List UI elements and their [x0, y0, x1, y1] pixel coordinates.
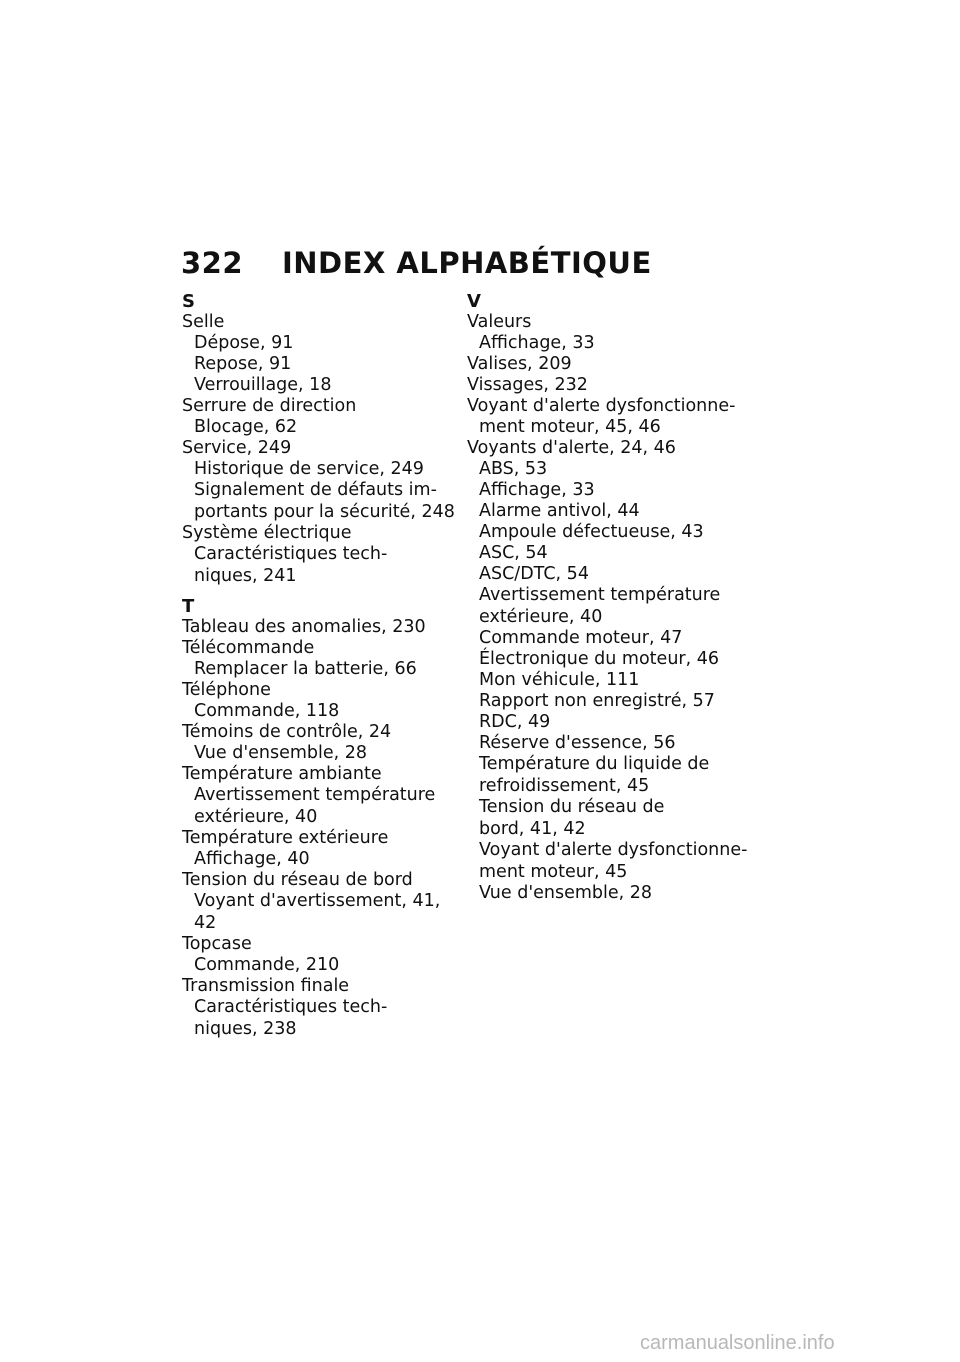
- index-subentry: [182, 354, 472, 375]
- subentry-line: 42: [194, 913, 217, 933]
- subentry-line: Affichage, 33: [479, 333, 595, 353]
- subentry-line: portants pour la sécurité, 248: [194, 502, 455, 522]
- index-subentry: [182, 375, 472, 396]
- subentry-line: ment moteur, 45: [479, 862, 628, 882]
- subentry-line: ASC/DTC, 54: [479, 564, 589, 584]
- subentry-line: Verrouillage, 18: [194, 375, 332, 395]
- page-title: INDEX ALPHABÉTIQUE: [282, 246, 652, 280]
- index-subentry: [182, 333, 472, 354]
- index-subentry: [467, 333, 757, 354]
- subentry-line: Blocage, 62: [194, 417, 298, 437]
- index-subentry: [467, 522, 757, 543]
- index-entry: Température extérieure: [182, 828, 389, 848]
- index-entry: Vissages, 232: [467, 375, 588, 395]
- index-subentry: [467, 585, 757, 628]
- subentry-line: Commande, 118: [194, 701, 340, 721]
- index-subentry: [467, 480, 757, 501]
- subentry-line: Avertissement température: [194, 785, 436, 805]
- index-entry: Tableau des anomalies, 230: [182, 617, 426, 637]
- subentry-line: ment moteur, 45, 46: [479, 417, 661, 437]
- subentry-line: Commande, 210: [194, 955, 340, 975]
- index-entry: Télécommande: [182, 638, 315, 658]
- section-letter: S: [182, 291, 195, 312]
- index-entry: Tension du réseau de bord: [182, 870, 413, 890]
- index-subentry: [467, 840, 757, 883]
- subentry-line: Voyant d'alerte dysfonctionne-: [479, 840, 748, 860]
- subentry-line: Vue d'ensemble, 28: [479, 883, 653, 903]
- subentry-line: Vue d'ensemble, 28: [194, 743, 368, 763]
- index-subentry: [467, 543, 757, 564]
- index-entry: Téléphone: [182, 680, 271, 700]
- subentry-line: RDC, 49: [479, 712, 551, 732]
- subentry-line: Alarme antivol, 44: [479, 501, 640, 521]
- index-entry: Température ambiante: [182, 764, 382, 784]
- index-subentry: [467, 691, 757, 712]
- index-subentry: [467, 501, 757, 522]
- subentry-line: Rapport non enregistré, 57: [479, 691, 715, 711]
- index-subentry: [182, 955, 472, 976]
- subentry-line: ABS, 53: [479, 459, 548, 479]
- watermark: carmanualsonline.info: [640, 1332, 835, 1354]
- subentry-line: Dépose, 91: [194, 333, 294, 353]
- index-subentry: [467, 459, 757, 480]
- subentry-line: Caractéristiques tech-: [194, 544, 388, 564]
- subentry-line: extérieure, 40: [479, 607, 603, 627]
- index-subentry: [182, 480, 472, 523]
- subentry-line: Remplacer la batterie, 66: [194, 659, 417, 679]
- index-subentry: [182, 701, 472, 722]
- index-section: [182, 597, 472, 1040]
- subentry-line: Réserve d'essence, 56: [479, 733, 676, 753]
- index-column-right: [467, 292, 757, 904]
- subentry-line: niques, 238: [194, 1019, 297, 1039]
- subentry-line: Mon véhicule, 111: [479, 670, 640, 690]
- index-subentry: [182, 891, 472, 934]
- section-letter: T: [182, 596, 195, 617]
- subentry-line: Repose, 91: [194, 354, 292, 374]
- index-column-left: [182, 292, 472, 1040]
- subentry-line: Électronique du moteur, 46: [479, 649, 719, 669]
- subentry-line: Affichage, 40: [194, 849, 310, 869]
- subentry-line: Avertissement température: [479, 585, 721, 605]
- index-subentry: [467, 564, 757, 585]
- subentry-line: Signalement de défauts im-: [194, 480, 437, 500]
- index-subentry: [182, 785, 472, 828]
- subentry-line: Ampoule défectueuse, 43: [479, 522, 704, 542]
- index-entry: Témoins de contrôle, 24: [182, 722, 392, 742]
- subentry-line: refroidissement, 45: [479, 776, 650, 796]
- index-subentry: [182, 997, 472, 1040]
- index-entry: Selle: [182, 312, 225, 332]
- index-subentry: [467, 733, 757, 754]
- subentry-line: Affichage, 33: [479, 480, 595, 500]
- subentry-line: Tension du réseau de: [479, 797, 665, 817]
- index-subentry: [182, 417, 472, 438]
- index-subentry: [467, 883, 757, 904]
- subentry-line: extérieure, 40: [194, 807, 318, 827]
- index-entry: Serrure de direction: [182, 396, 357, 416]
- subentry-line: Caractéristiques tech-: [194, 997, 388, 1017]
- subentry-line: Historique de service, 249: [194, 459, 424, 479]
- index-entry: Transmission finale: [182, 976, 350, 996]
- index-subentry: [467, 670, 757, 691]
- index-entry: Service, 249: [182, 438, 292, 458]
- subentry-line: bord, 41, 42: [479, 819, 586, 839]
- index-subentry: [467, 797, 757, 840]
- index-subentry: [467, 712, 757, 733]
- index-entry: Système électrique: [182, 523, 352, 543]
- index-subentry: [182, 459, 472, 480]
- index-subentry: [467, 417, 757, 438]
- index-section: [182, 292, 472, 587]
- index-subentry: [467, 628, 757, 649]
- subentry-line: niques, 241: [194, 566, 297, 586]
- index-subentry: [182, 743, 472, 764]
- index-subentry: [182, 659, 472, 680]
- page-header: [181, 246, 652, 280]
- index-subentry: [182, 544, 472, 587]
- index-entry: Topcase: [182, 934, 252, 954]
- page-number: 322: [181, 246, 244, 280]
- subentry-line: ASC, 54: [479, 543, 548, 563]
- index-entry: Voyant d'alerte dysfonctionne-: [467, 396, 736, 416]
- index-subentry: [182, 849, 472, 870]
- index-entry: Voyants d'alerte, 24, 46: [467, 438, 676, 458]
- index-entry: Valeurs: [467, 312, 532, 332]
- index-section: [467, 292, 757, 904]
- index-subentry: [467, 754, 757, 797]
- subentry-line: Voyant d'avertissement, 41,: [194, 891, 441, 911]
- subentry-line: Commande moteur, 47: [479, 628, 683, 648]
- index-subentry: [467, 649, 757, 670]
- subentry-line: Température du liquide de: [479, 754, 710, 774]
- section-letter: V: [467, 291, 481, 312]
- index-entry: Valises, 209: [467, 354, 572, 374]
